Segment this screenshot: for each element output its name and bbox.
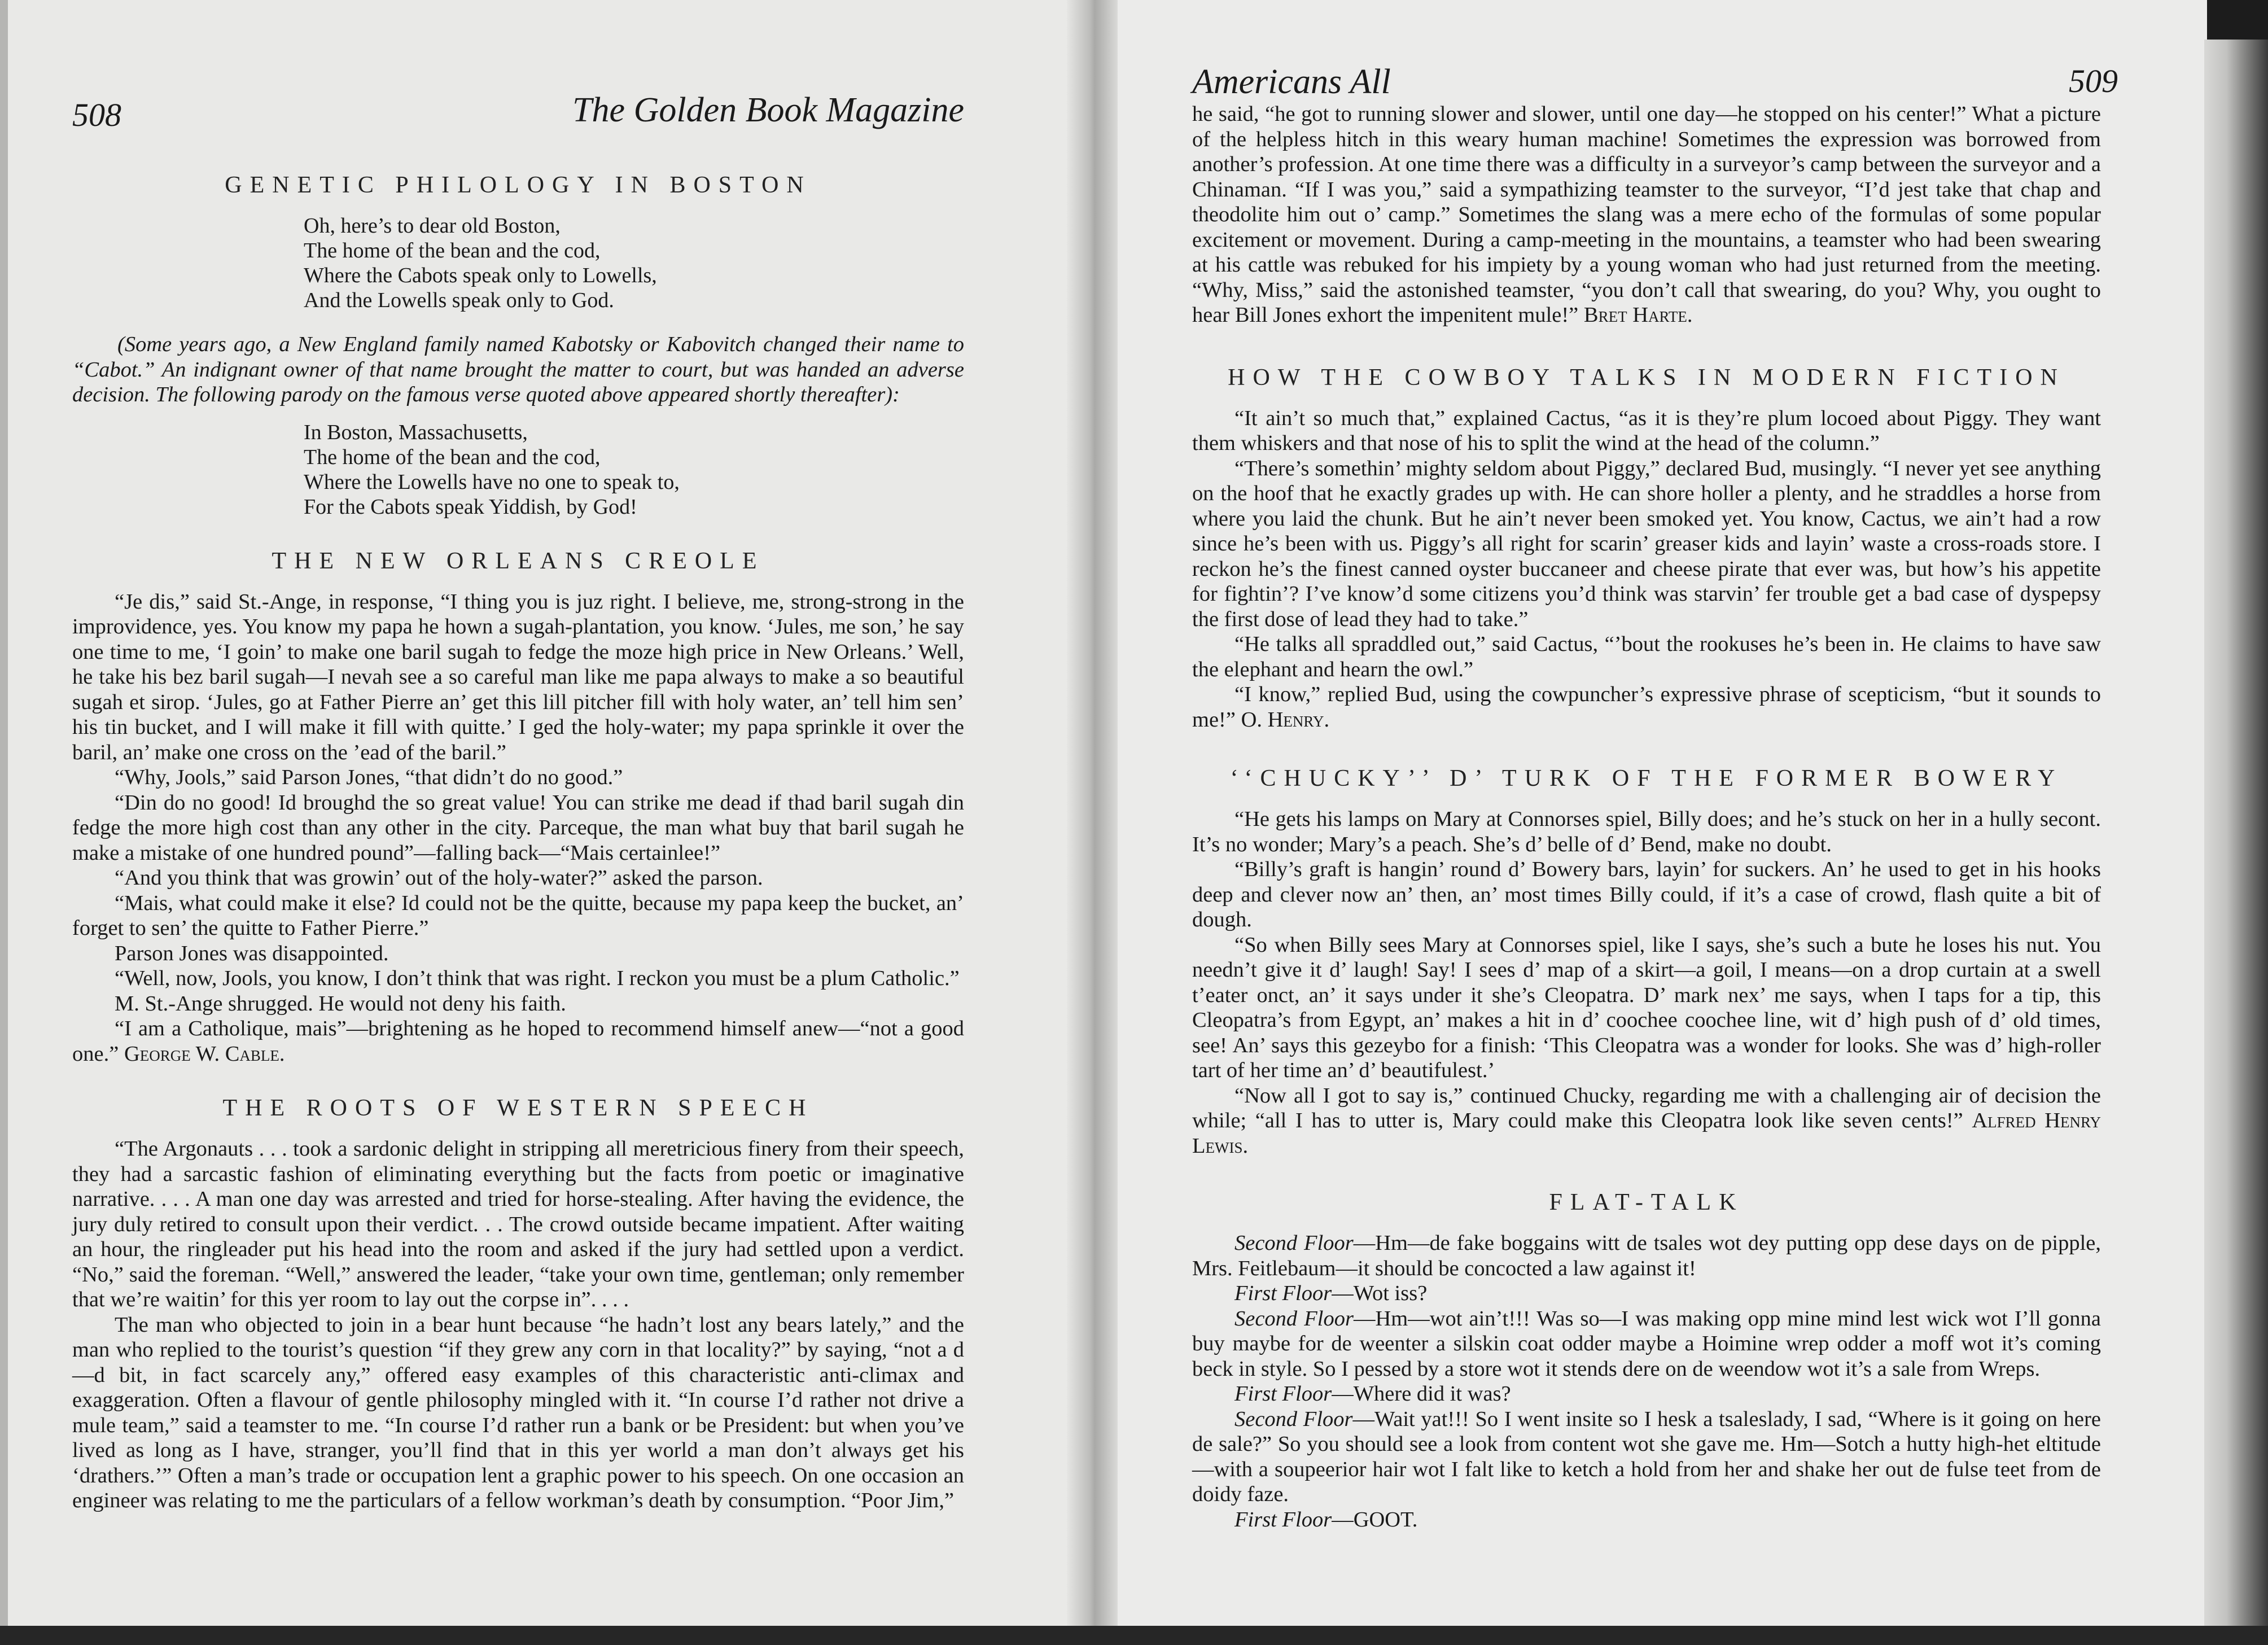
- dialogue-text: —Hm—wot ain’t!!! Was so—I was making opp mine mind lest wick wot I’ll gonna buy maybe for de weenter a silskin coat odder maybe a Hoimine wrep odder a moff wot it’s coming beck in style. So I pessed by a store wot it stends dere on de weendow wot it’s a sale from Wreps.: [1192, 1306, 2101, 1381]
- paragraph-text: he said, “he got to running slower and slower, until one day—he stopped on his center!” What a picture of the helpless hitch in this weary human machine! Sometimes the expression was borrowed from another’s profession. At one time there was a difficulty in a surveyor’s camp between the surveyor and a Chinaman. “If I was you,” said a sympathizing teamster to the surveyor, “I’d jest take that chap and theodolite him out o’ camp.” Sometimes the slang was a mere echo of the formulas of some popular excitement or movement. During a camp-meeting in the mountains, a teamster who had been swearing at his cattle was rebuked for his impiety by a young woman who had just returned from the meeting. “Why, Miss,” said the astonished teamster, “you don’t call that swearing, do you? Why, you ought to hear Bill Jones exhort the impenitent mule!”: [1192, 102, 2101, 327]
- verse-line: The home of the bean and the cod,: [304, 445, 601, 469]
- paragraph-text: “I am a Catholique, mais”—brightening as he hoped to recommend himself anew—“not a good one.”: [72, 1017, 964, 1066]
- author-signature: Bret Harte.: [1583, 303, 1693, 327]
- paragraph: “There’s somethin’ mighty seldom about Piggy,” declared Bud, musingly. “I never yet see anything on the hoof that he exactly grades up with. He can shore holler a plenty, and he straddles a horse from where you laid the chunk. But he ain’t never been smoked yet. You know, Cactus, we ain’t had a row since he’s been with us. Piggy’s all right for scarin’ greaser kids and layin’ waste a cross-roads store. I reckon he’s the finest canned oyster buccaneer and cheese pirate that ever was, but how’s his appetite for fightin’? I’ve know’d some citizens you’d think was starvin’ fer trouble get a bad case of dyspepsy the first dose of lead they had to take.”: [1192, 456, 2101, 631]
- left-page-edge: [0, 0, 8, 1645]
- right-page-column: [1192, 62, 2118, 1532]
- paragraph: “Mais, what could make it else? Id could not be the quitte, because my papa keep the bucket, an’ forget to sen’ the quitte to Father Pierre.”: [72, 891, 964, 940]
- paragraph: “He gets his lamps on Mary at Connorses spiel, Billy does; and he’s stuck on her in a hully secont. It’s no wonder; Mary’s a peach. She’s d’ belle of d’ Bend, make no doubt.: [1192, 807, 2101, 856]
- dialogue-text: —Wot iss?: [1332, 1281, 1428, 1305]
- left-page-column: [72, 85, 964, 1513]
- speaker-label: First Floor: [1234, 1281, 1332, 1305]
- section-flat-talk: [1192, 1189, 2101, 1532]
- paragraph: “Je dis,” said St.-Ange, in response, “I thing you is juz right. I believe, me, strong-strong in the improvidence, yes. You know my papa he hown a sugah-plantation, you know. ‘Jules, me son,’ he say one time to me, ‘I goin’ to make one baril sugah to fedge the moze high price in New Orleans.’ Well, he take his bez baril sugah—I nevah see a so careful man like me papa always to make a so beautiful sugah et sirop. ‘Jules, go at Father Pierre an’ get this lill pitcher fill with holy water, an’ tell him sen’ his tin bucket, and I will make it fill with quitte.’ I ged the holy-water; my papa sprinkle it over the baril, an’ make one cross on the ’ead of the baril.”: [72, 589, 964, 764]
- paragraph: M. St.-Ange shrugged. He would not deny his faith.: [115, 991, 566, 1016]
- editorial-note: (Some years ago, a New England family named Kabotsky or Kabovitch changed their name to “Cabot.” An indignant owner of that name brought the matter to court, but was handed an adverse decision. The following parody on the famous verse quoted above appeared shortly thereafter):: [72, 333, 964, 406]
- author-signature: George W. Cable.: [124, 1042, 285, 1066]
- speaker-label: Second Floor: [1234, 1407, 1353, 1431]
- speaker-label: Second Floor: [1234, 1231, 1354, 1255]
- author-signature: O. Henry.: [1241, 707, 1330, 732]
- verse-line: Oh, here’s to dear old Boston,: [304, 214, 561, 238]
- paragraph-text: “I know,” replied Bud, using the cowpuncher’s expressive phrase of scepticism, “but it sounds to me!”: [1192, 683, 2101, 732]
- running-title-left: The Golden Book Magazine: [572, 91, 964, 129]
- verse-original: [304, 213, 964, 313]
- paragraph-text: “Now all I got to say is,” continued Chucky, regarding me with a challenging air of decision the while; “all I has to utter is, Mary could make this Cleopatra look like seven cents!”: [1192, 1083, 2101, 1132]
- left-running-head: [72, 85, 964, 158]
- right-running-head: [1192, 62, 2118, 102]
- section-title: THE ROOTS OF WESTERN SPEECH: [222, 1095, 814, 1121]
- paragraph: “Well, now, Jools, you know, I don’t think that was right. I reckon you must be a plum Catholic.”: [115, 966, 960, 990]
- section-chucky-turk: [1192, 765, 2101, 1158]
- section-cowboy-talks: [1192, 364, 2101, 733]
- paragraph: “Billy’s graft is hangin’ round d’ Bowery bars, layin’ for suckers. An’ he used to get in his hooks deep and clever now an’ then, an’ most times Billy could, if it’s a case of crowd, flash quite a bit of dough.: [1192, 858, 2101, 931]
- paragraph-with-signature: [1192, 102, 2101, 328]
- speaker-label: First Floor: [1234, 1507, 1332, 1532]
- section-title: THE NEW ORLEANS CREOLE: [272, 548, 765, 574]
- verse-parody: [304, 420, 964, 519]
- verse-line: And the Lowells speak only to God.: [304, 288, 614, 312]
- paragraph: “And you think that was growin’ out of the holy-water?” asked the parson.: [115, 866, 763, 890]
- dialogue-line: [1192, 1507, 2101, 1533]
- page-number-right: 509: [2069, 63, 2118, 99]
- verse-line: For the Cabots speak Yiddish, by God!: [304, 495, 637, 519]
- dialogue-line: [1192, 1306, 2101, 1382]
- dialogue-line: [1192, 1231, 2101, 1281]
- paragraph: Parson Jones was disappointed.: [115, 941, 389, 965]
- dialogue-line: [1192, 1281, 2101, 1306]
- verse-line: Where the Cabots speak only to Lowells,: [304, 264, 657, 287]
- paragraph-with-signature: [72, 1016, 964, 1066]
- paragraph: “Din do no good! Id broughd the so great value! You can strike me dead if thad baril sugah din fedge the more high cost than any other in the city. Parceque, the man what buy that baril sugah he make a mistake of one hundred pound”—falling back—“Mais certainlee!”: [72, 790, 964, 865]
- section-title: FLAT-TALK: [1549, 1189, 1744, 1215]
- speaker-label: First Floor: [1234, 1382, 1332, 1406]
- book-gutter: [1067, 0, 1118, 1645]
- dialogue-text: —Wait yat!!! So I went insite so I hesk a tsaleslady, I sad, “Where is it going on here de sale?” So you should see a look from content wot she gave me. Hm—Sotch a hutty high-het eltitude—with a soupeerior hair wot I falt like to ketch a hold from her and shake her out de fulse teet from de doidy faze.: [1192, 1407, 2101, 1506]
- dialogue-line: [1192, 1407, 2101, 1507]
- verse-line: In Boston, Massachusetts,: [304, 420, 528, 444]
- bottom-shadow: [0, 1626, 2268, 1645]
- paragraph: “The Argonauts . . . took a sardonic delight in stripping all meretricious finery from their speech, they had a sarcastic fashion of eliminating everything but the facts from poetic or imaginative narrative. . . . A man one day was arrested and tried for horse-stealing. After having the evidence, the jury duly retired to consult upon their verdict. . . The crowd outside became impatient. After waiting an hour, the ringleader put his head into the room and asked if the jury had settled upon a verdict. “No,” said the foreman. “Well,” answered the leader, “take your own time, gentleman; only remember that we’re waitin’ for this yer room to lay out the corpse in”. . . .: [72, 1137, 964, 1311]
- author-signature: Alfred Henry Lewis.: [1192, 1109, 2101, 1158]
- dialogue-text: —GOOT.: [1332, 1507, 1418, 1532]
- section-title: GENETIC PHILOLOGY IN BOSTON: [225, 172, 812, 198]
- paragraph: “It ain’t so much that,” explained Cactus, “as it is they’re plum locoed about Piggy. They want them whiskers and that nose of his to split the wind at the head of the column.”: [1192, 406, 2101, 455]
- right-page-edge: [2204, 40, 2268, 1645]
- section-continuation: [1192, 102, 2101, 328]
- paragraph-with-signature: [1192, 1083, 2101, 1159]
- paragraph: “He talks all spraddled out,” said Cactus, “’bout the rookuses he’s been in. He claims to have saw the elephant and hearn the owl.”: [1192, 632, 2101, 681]
- paragraph: “So when Billy sees Mary at Connorses spiel, like I says, she’s such a bute he loses his nut. You needn’t give it d’ laugh! Say! I sees d’ map of a skirt—a goil, I means—on a drop curtain at a swell t’eater onct, an’ it says under it she’s Cleopatra. D’ mark nex’ me says, when I taps for a tip, this Cleopatra’s from Egypt, an’ makes a hit in d’ coochee coochee line, wit d’ high push of d’ old times, see! An’ says this gezeybo for a finish: ‘This Cleopatra was a wonder for looks. She was d’ high-roller tart of her time an’ d’ beautifulest.’: [1192, 933, 2101, 1082]
- dialogue-line: [1192, 1381, 2101, 1407]
- section-new-orleans-creole: [72, 548, 964, 1067]
- section-roots-western-speech: [72, 1095, 964, 1513]
- paragraph: The man who objected to join in a bear hunt because “he hadn’t lost any bears lately,” and the man who replied to the tourist’s question “if they grew any corn in that locality?” by saying, “not a d—d bit, in fact scarcely any,” offered easy examples of this characteristic anti-climax and exaggeration. Often a flavour of gentle philosophy mingled with it. “In course I’d rather not drive a mule team,” said a teamster to me. “In course I’d rather run a bank or be President: but when you’ve lived as long as I have, stranger, you’ll find that in this yer world a man don’t always get his ‘drathers.’” Often a man’s trade or occupation lent a graphic power to his speech. On one occasion an engineer was relating to me the particulars of a fellow workman’s death by consumption. “Poor Jim,”: [72, 1313, 964, 1512]
- dialogue-text: —Hm—de fake boggains witt de tsales wot dey putting opp dese days on de pipple, Mrs. Feitlebaum—it should be concocted a law against it!: [1192, 1231, 2101, 1280]
- page-number-left: 508: [72, 97, 121, 133]
- paragraph: “Why, Jools,” said Parson Jones, “that didn’t do no good.”: [115, 765, 623, 789]
- speaker-label: Second Floor: [1234, 1306, 1354, 1331]
- section-genetic-philology: [72, 172, 964, 519]
- verse-line: Where the Lowells have no one to speak to,: [304, 470, 680, 494]
- verse-line: The home of the bean and the cod,: [304, 239, 601, 262]
- running-title-right: Americans All: [1192, 63, 1391, 101]
- dialogue-text: —Where did it was?: [1332, 1382, 1511, 1406]
- section-title: HOW THE COWBOY TALKS IN MODERN FICTION: [1228, 364, 2065, 391]
- section-title: ‘‘CHUCKY’’ D’ TURK OF THE FORMER BOWERY: [1230, 765, 2063, 791]
- paragraph-with-signature: [1192, 682, 2101, 732]
